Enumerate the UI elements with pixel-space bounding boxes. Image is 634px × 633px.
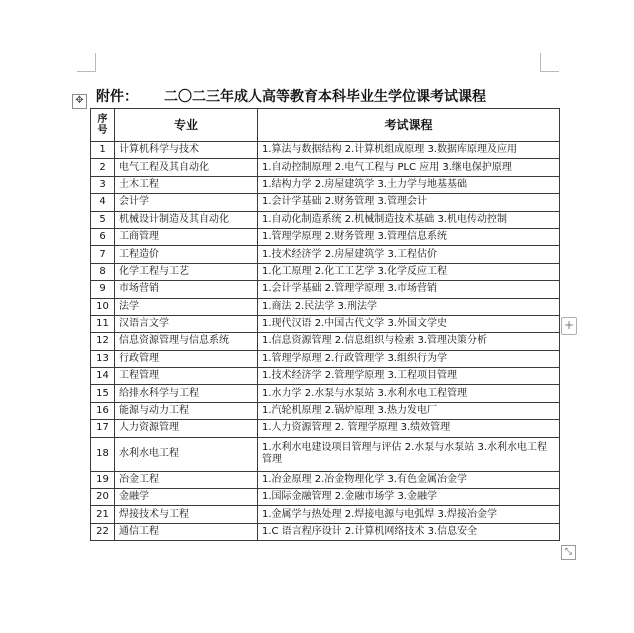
row-major: 计算机科学与技术 (115, 142, 258, 159)
table-row (91, 298, 560, 315)
row-number: 16 (91, 402, 115, 419)
row-number: 12 (91, 333, 115, 350)
row-major: 工商管理 (115, 228, 258, 245)
row-courses: 1.结构力学 2.房屋建筑学 3.土力学与地基基础 (258, 176, 560, 193)
table-row (91, 471, 560, 488)
table-row (91, 159, 560, 176)
table-header-row (91, 109, 560, 142)
header-number: 序号 (91, 109, 115, 142)
row-number: 15 (91, 385, 115, 402)
row-courses: 1.国际金融管理 2.金融市场学 3.金融学 (258, 489, 560, 506)
table-row (91, 176, 560, 193)
row-major: 工程造价 (115, 246, 258, 263)
row-number: 22 (91, 523, 115, 540)
table-row (91, 246, 560, 263)
row-number: 18 (91, 437, 115, 471)
row-number: 9 (91, 281, 115, 298)
row-courses: 1.现代汉语 2.中国古代文学 3.外国文学史 (258, 315, 560, 332)
row-courses: 1.管理学原理 2.财务管理 3.管理信息系统 (258, 228, 560, 245)
page-corner-mark-right (540, 53, 559, 72)
row-number: 19 (91, 471, 115, 488)
row-courses: 1.商法 2.民法学 3.刑法学 (258, 298, 560, 315)
row-major: 行政管理 (115, 350, 258, 367)
row-number: 13 (91, 350, 115, 367)
row-number: 5 (91, 211, 115, 228)
document-title: 二〇二三年成人高等教育本科毕业生学位课考试课程 (164, 89, 486, 105)
row-major: 焊接技术与工程 (115, 506, 258, 523)
row-courses: 1.金属学与热处理 2.焊接电源与电弧焊 3.焊接冶金学 (258, 506, 560, 523)
row-major: 汉语言文学 (115, 315, 258, 332)
row-major: 能源与动力工程 (115, 402, 258, 419)
table-row (91, 228, 560, 245)
row-major: 市场营销 (115, 281, 258, 298)
row-courses: 1.技术经济学 2.房屋建筑学 3.工程估价 (258, 246, 560, 263)
row-courses: 1.会计学基础 2.财务管理 3.管理会计 (258, 194, 560, 211)
page-corner-mark-left (77, 53, 96, 72)
row-major: 金融学 (115, 489, 258, 506)
row-major: 化学工程与工艺 (115, 263, 258, 280)
row-courses: 1.冶金原理 2.冶金物理化学 3.有色金属冶金学 (258, 471, 560, 488)
row-number: 17 (91, 420, 115, 437)
row-courses: 1.化工原理 2.化工工艺学 3.化学反应工程 (258, 263, 560, 280)
row-major: 通信工程 (115, 523, 258, 540)
row-number: 1 (91, 142, 115, 159)
course-table (90, 108, 560, 541)
row-courses: 1.信息资源管理 2.信息组织与检索 3.管理决策分析 (258, 333, 560, 350)
row-major: 信息资源管理与信息系统 (115, 333, 258, 350)
table-row (91, 281, 560, 298)
row-number: 8 (91, 263, 115, 280)
header-major: 专业 (115, 109, 258, 142)
row-number: 14 (91, 368, 115, 385)
table-row (91, 194, 560, 211)
row-courses: 1.会计学基础 2.管理学原理 3.市场营销 (258, 281, 560, 298)
row-major: 给排水科学与工程 (115, 385, 258, 402)
table-row (91, 420, 560, 437)
row-courses: 1.汽轮机原理 2.锅炉原理 3.热力发电厂 (258, 402, 560, 419)
row-courses: 1.技术经济学 2.管理学原理 3.工程项目管理 (258, 368, 560, 385)
table-row (91, 385, 560, 402)
row-number: 20 (91, 489, 115, 506)
row-number: 21 (91, 506, 115, 523)
table-row (91, 315, 560, 332)
header-courses: 考试课程 (258, 109, 560, 142)
row-courses: 1.人力资源管理 2. 管理学原理 3.绩效管理 (258, 420, 560, 437)
row-number: 2 (91, 159, 115, 176)
row-number: 10 (91, 298, 115, 315)
table-row (91, 506, 560, 523)
table-row (91, 523, 560, 540)
row-number: 6 (91, 228, 115, 245)
table-row (91, 489, 560, 506)
row-courses: 1.水利水电建设项目管理与评估 2.水泵与水泵站 3.水利水电工程管理 (258, 437, 560, 471)
table-resize-handle-icon[interactable]: ⤡ (561, 545, 576, 560)
row-courses: 1.管理学原理 2.行政管理学 3.组织行为学 (258, 350, 560, 367)
row-major: 机械设计制造及其自动化 (115, 211, 258, 228)
row-number: 4 (91, 194, 115, 211)
table-row (91, 211, 560, 228)
row-courses: 1.自动化制造系统 2.机械制造技术基础 3.机电传动控制 (258, 211, 560, 228)
attachment-label: 附件： (96, 89, 138, 105)
row-courses: 1.算法与数据结构 2.计算机组成原理 3.数据库原理及应用 (258, 142, 560, 159)
table-move-handle-icon[interactable]: ✥ (72, 94, 87, 109)
row-major: 水利水电工程 (115, 437, 258, 471)
table-row (91, 368, 560, 385)
row-number: 3 (91, 176, 115, 193)
document-heading (96, 85, 486, 107)
table-row (91, 350, 560, 367)
table-body (91, 142, 560, 541)
row-major: 土木工程 (115, 176, 258, 193)
table-row (91, 402, 560, 419)
row-courses: 1.水力学 2.水泵与水泵站 3.水利水电工程管理 (258, 385, 560, 402)
row-major: 人力资源管理 (115, 420, 258, 437)
row-courses: 1.C 语言程序设计 2.计算机网络技术 3.信息安全 (258, 523, 560, 540)
row-number: 11 (91, 315, 115, 332)
row-number: 7 (91, 246, 115, 263)
add-row-button[interactable]: + (561, 317, 577, 335)
row-major: 法学 (115, 298, 258, 315)
table-row (91, 333, 560, 350)
row-major: 冶金工程 (115, 471, 258, 488)
table-row (91, 263, 560, 280)
row-major: 工程管理 (115, 368, 258, 385)
row-major: 电气工程及其自动化 (115, 159, 258, 176)
table-row (91, 142, 560, 159)
row-courses: 1.自动控制原理 2.电气工程与 PLC 应用 3.继电保护原理 (258, 159, 560, 176)
row-major: 会计学 (115, 194, 258, 211)
table-row (91, 437, 560, 471)
